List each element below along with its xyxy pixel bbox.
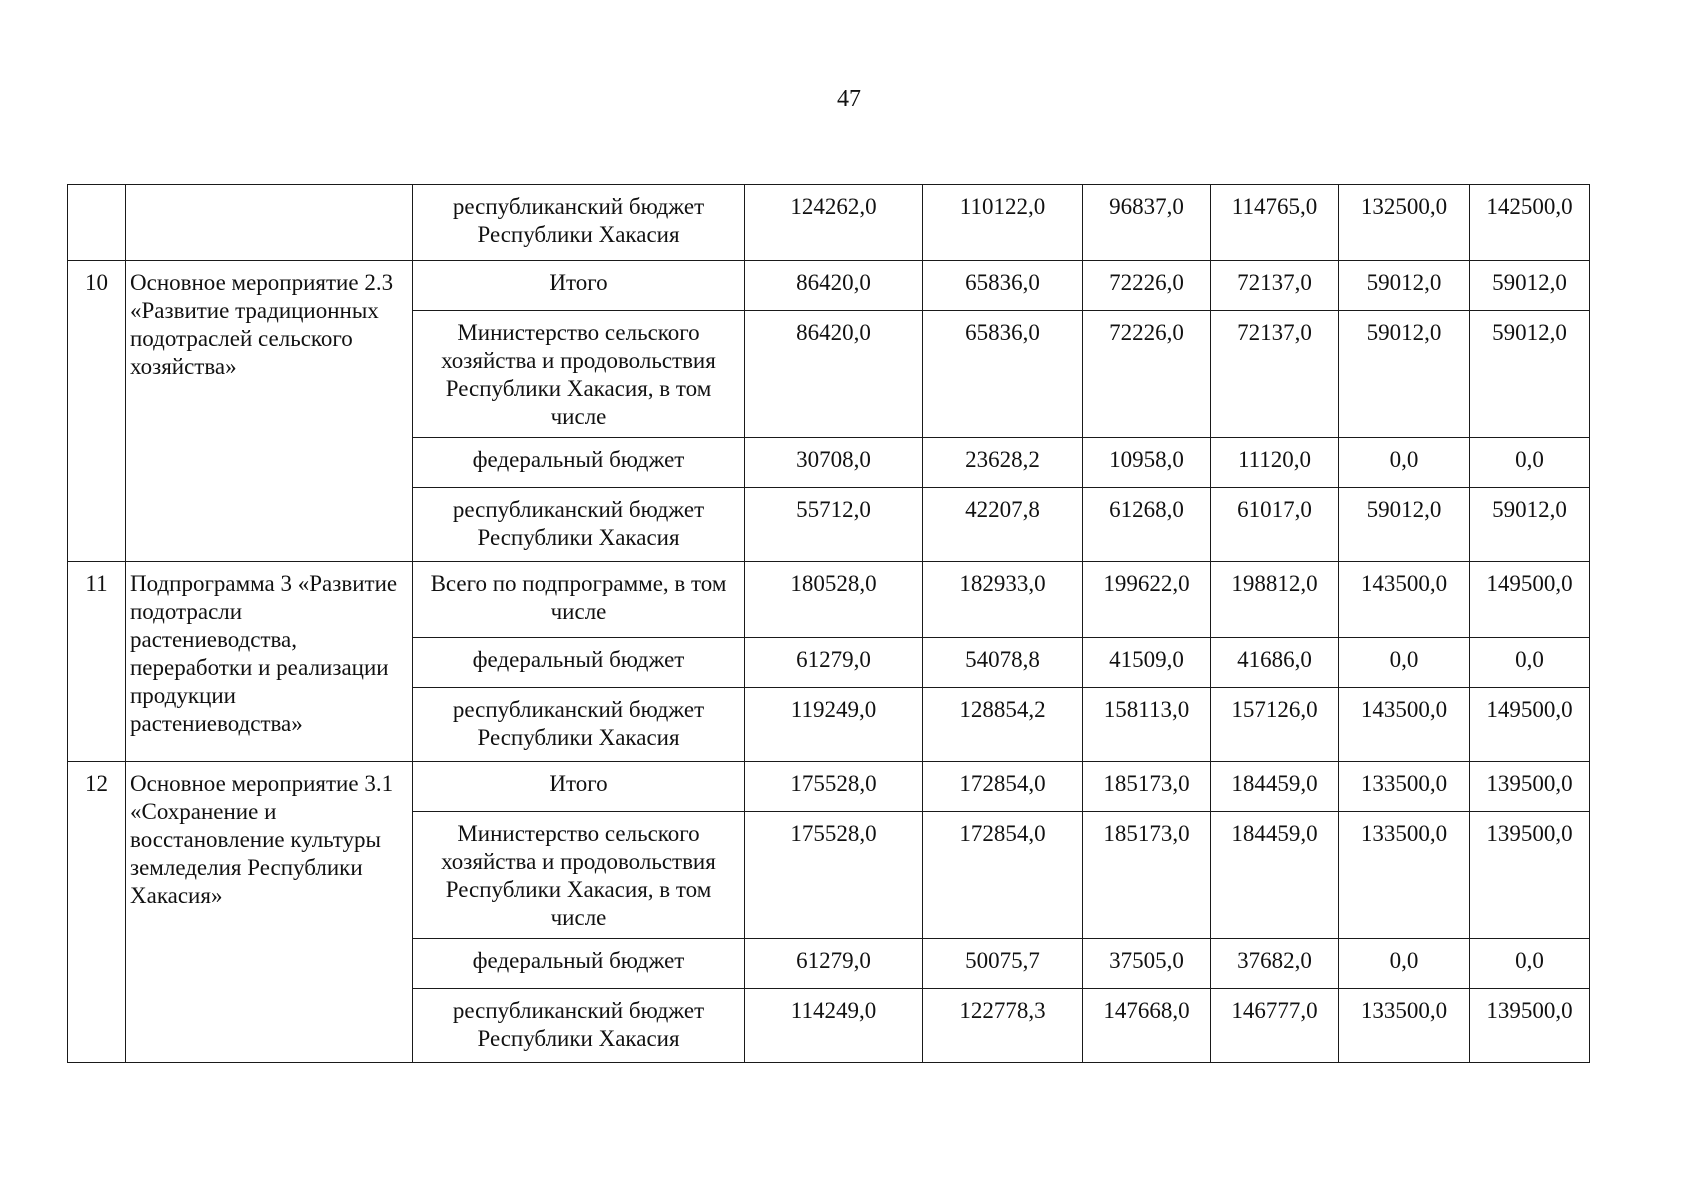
activity-name-cell: Основное мероприятие 2.3 «Развитие традиционных подотраслей сельского хозяйства» bbox=[126, 261, 413, 562]
table-row bbox=[68, 762, 1590, 812]
amount-cell: 41686,0 bbox=[1211, 638, 1339, 688]
amount-cell: 61268,0 bbox=[1083, 488, 1211, 562]
amount-cell: 139500,0 bbox=[1470, 762, 1590, 812]
amount-cell: 158113,0 bbox=[1083, 688, 1211, 762]
amount-cell: 86420,0 bbox=[745, 311, 923, 438]
amount-cell: 61279,0 bbox=[745, 939, 923, 989]
amount-cell: 133500,0 bbox=[1339, 762, 1470, 812]
funding-source-cell: Итого bbox=[413, 762, 745, 812]
amount-cell: 184459,0 bbox=[1211, 762, 1339, 812]
amount-cell: 0,0 bbox=[1470, 939, 1590, 989]
amount-cell: 133500,0 bbox=[1339, 812, 1470, 939]
amount-cell: 0,0 bbox=[1339, 638, 1470, 688]
amount-cell: 59012,0 bbox=[1470, 488, 1590, 562]
amount-cell: 143500,0 bbox=[1339, 562, 1470, 638]
amount-cell: 119249,0 bbox=[745, 688, 923, 762]
activity-name-cell: Подпрограмма 3 «Развитие подотрасли растениеводства, переработки и реализации продукции растениеводства» bbox=[126, 562, 413, 762]
amount-cell: 42207,8 bbox=[923, 488, 1083, 562]
funding-source-cell: федеральный бюджет bbox=[413, 438, 745, 488]
funding-source-cell: федеральный бюджет bbox=[413, 638, 745, 688]
amount-cell: 72226,0 bbox=[1083, 311, 1211, 438]
amount-cell: 72137,0 bbox=[1211, 311, 1339, 438]
amount-cell: 124262,0 bbox=[745, 185, 923, 261]
amount-cell: 61017,0 bbox=[1211, 488, 1339, 562]
amount-cell: 65836,0 bbox=[923, 311, 1083, 438]
amount-cell: 132500,0 bbox=[1339, 185, 1470, 261]
amount-cell: 175528,0 bbox=[745, 762, 923, 812]
amount-cell: 139500,0 bbox=[1470, 812, 1590, 939]
amount-cell: 59012,0 bbox=[1339, 311, 1470, 438]
amount-cell: 185173,0 bbox=[1083, 762, 1211, 812]
amount-cell: 50075,7 bbox=[923, 939, 1083, 989]
amount-cell: 59012,0 bbox=[1339, 261, 1470, 311]
table-row bbox=[68, 562, 1590, 638]
amount-cell: 96837,0 bbox=[1083, 185, 1211, 261]
amount-cell: 55712,0 bbox=[745, 488, 923, 562]
amount-cell: 59012,0 bbox=[1470, 261, 1590, 311]
amount-cell: 10958,0 bbox=[1083, 438, 1211, 488]
amount-cell: 0,0 bbox=[1470, 438, 1590, 488]
amount-cell: 114765,0 bbox=[1211, 185, 1339, 261]
amount-cell: 61279,0 bbox=[745, 638, 923, 688]
row-number-cell: 12 bbox=[68, 762, 126, 1063]
amount-cell: 185173,0 bbox=[1083, 812, 1211, 939]
amount-cell: 59012,0 bbox=[1339, 488, 1470, 562]
amount-cell: 72137,0 bbox=[1211, 261, 1339, 311]
funding-source-cell: Министерство сельского хозяйства и продовольствия Республики Хакасия, в том числе bbox=[413, 311, 745, 438]
funding-source-cell: Министерство сельского хозяйства и продовольствия Республики Хакасия, в том числе bbox=[413, 812, 745, 939]
amount-cell: 133500,0 bbox=[1339, 989, 1470, 1063]
amount-cell: 41509,0 bbox=[1083, 638, 1211, 688]
amount-cell: 59012,0 bbox=[1470, 311, 1590, 438]
budget-table bbox=[67, 184, 1590, 1063]
funding-source-cell: республиканский бюджет Республики Хакасия bbox=[413, 185, 745, 261]
amount-cell: 146777,0 bbox=[1211, 989, 1339, 1063]
amount-cell: 182933,0 bbox=[923, 562, 1083, 638]
funding-source-cell: Всего по подпрограмме, в том числе bbox=[413, 562, 745, 638]
amount-cell: 0,0 bbox=[1339, 939, 1470, 989]
amount-cell: 180528,0 bbox=[745, 562, 923, 638]
amount-cell: 65836,0 bbox=[923, 261, 1083, 311]
amount-cell: 142500,0 bbox=[1470, 185, 1590, 261]
amount-cell: 54078,8 bbox=[923, 638, 1083, 688]
amount-cell: 143500,0 bbox=[1339, 688, 1470, 762]
amount-cell: 149500,0 bbox=[1470, 688, 1590, 762]
amount-cell: 114249,0 bbox=[745, 989, 923, 1063]
amount-cell: 86420,0 bbox=[745, 261, 923, 311]
amount-cell: 72226,0 bbox=[1083, 261, 1211, 311]
row-number-cell: 10 bbox=[68, 261, 126, 562]
amount-cell: 175528,0 bbox=[745, 812, 923, 939]
funding-source-cell: республиканский бюджет Республики Хакасия bbox=[413, 488, 745, 562]
amount-cell: 198812,0 bbox=[1211, 562, 1339, 638]
amount-cell: 172854,0 bbox=[923, 812, 1083, 939]
amount-cell: 37505,0 bbox=[1083, 939, 1211, 989]
table-row bbox=[68, 261, 1590, 311]
amount-cell: 122778,3 bbox=[923, 989, 1083, 1063]
page-number: 47 bbox=[837, 86, 861, 112]
amount-cell: 149500,0 bbox=[1470, 562, 1590, 638]
amount-cell: 0,0 bbox=[1339, 438, 1470, 488]
funding-source-cell: федеральный бюджет bbox=[413, 939, 745, 989]
row-number-cell bbox=[68, 185, 126, 261]
row-number-cell: 11 bbox=[68, 562, 126, 762]
funding-source-cell: республиканский бюджет Республики Хакасия bbox=[413, 989, 745, 1063]
amount-cell: 30708,0 bbox=[745, 438, 923, 488]
amount-cell: 0,0 bbox=[1470, 638, 1590, 688]
activity-name-cell bbox=[126, 185, 413, 261]
amount-cell: 199622,0 bbox=[1083, 562, 1211, 638]
activity-name-cell: Основное мероприятие 3.1 «Сохранение и восстановление культуры земледелия Республики Хакасия» bbox=[126, 762, 413, 1063]
amount-cell: 172854,0 bbox=[923, 762, 1083, 812]
table-row bbox=[68, 185, 1590, 261]
amount-cell: 128854,2 bbox=[923, 688, 1083, 762]
amount-cell: 184459,0 bbox=[1211, 812, 1339, 939]
amount-cell: 37682,0 bbox=[1211, 939, 1339, 989]
amount-cell: 139500,0 bbox=[1470, 989, 1590, 1063]
amount-cell: 11120,0 bbox=[1211, 438, 1339, 488]
funding-source-cell: Итого bbox=[413, 261, 745, 311]
amount-cell: 23628,2 bbox=[923, 438, 1083, 488]
amount-cell: 157126,0 bbox=[1211, 688, 1339, 762]
amount-cell: 110122,0 bbox=[923, 185, 1083, 261]
table-body bbox=[68, 185, 1590, 1063]
funding-source-cell: республиканский бюджет Республики Хакасия bbox=[413, 688, 745, 762]
amount-cell: 147668,0 bbox=[1083, 989, 1211, 1063]
